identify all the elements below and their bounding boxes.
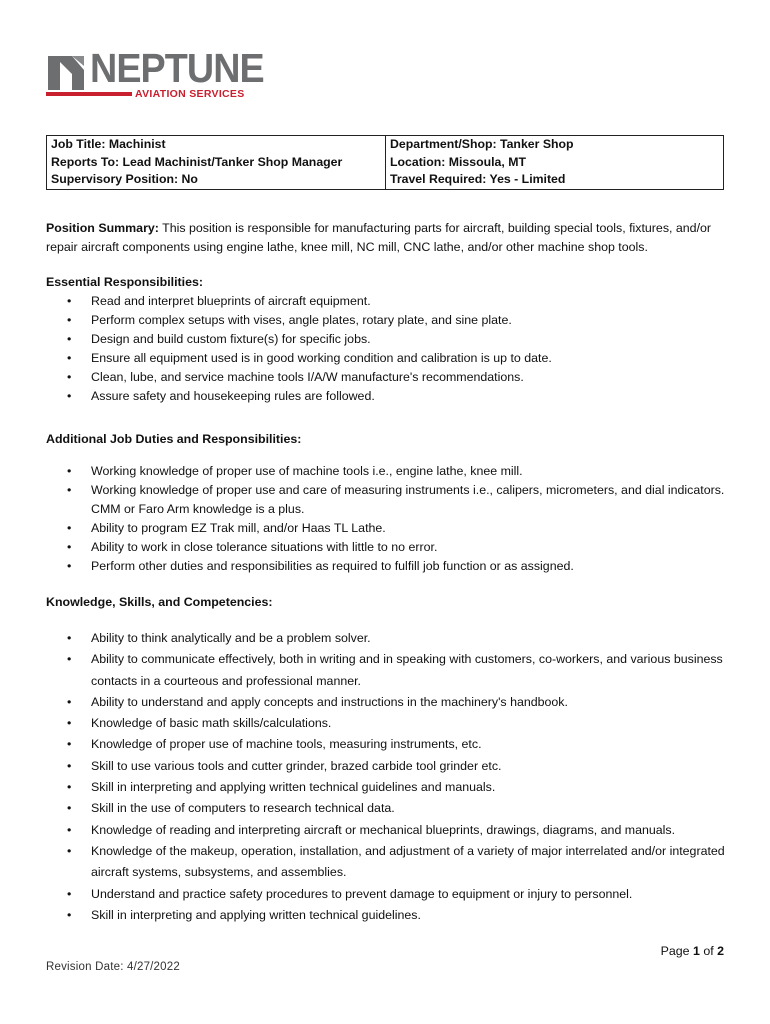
bullet-icon: • [67,351,72,365]
position-summary-text: This position is responsible for manufacturing parts for aircraft, building special tools, fixtures, and/or repair aircraft components using engine lathe, knee mill, NC mill, CNC lathe, and/or other machine shop tools. [46,221,712,254]
list-item [46,387,730,406]
list-item [46,649,730,692]
position-summary [46,219,730,257]
list-item-text: Knowledge of basic math skills/calculations. [91,716,332,731]
additional-list [46,462,730,576]
list-item-text: Knowledge of reading and interpreting aircraft or mechanical blueprints, drawings, diagrams, and manuals. [91,822,676,837]
neptune-logo [46,45,264,106]
list-item [46,538,730,557]
bullet-icon: • [67,907,72,922]
department-shop: Department/Shop: Tanker Shop [390,137,574,151]
essential-heading: Essential Responsibilities: [46,275,203,289]
job-info-table [46,135,724,190]
list-item [46,330,730,349]
list-item-text: Skill in interpreting and applying written technical guidelines. [91,907,421,922]
list-item [46,905,730,926]
list-item-text: Read and interpret blueprints of aircraft equipment. [91,294,371,308]
revision-date: Revision Date: 4/27/2022 [46,961,180,973]
list-item [46,519,730,538]
list-item-text: Perform complex setups with vises, angle plates, rotary plate, and sine plate. [91,313,512,327]
knowledge-list [46,628,730,926]
list-item [46,884,730,905]
list-item-text: Ability to understand and apply concepts and instructions in the machinery's handbook. [91,694,568,709]
supervisory-position: Supervisory Position: No [51,172,198,186]
job-info-left-cell [47,136,386,190]
bullet-icon: • [67,737,72,752]
list-item [46,841,730,884]
list-item-text: Clean, lube, and service machine tools I/A/W manufacture's recommendations. [91,370,524,384]
reports-to: Reports To: Lead Machinist/Tanker Shop Manager [51,154,343,169]
list-item [46,692,730,713]
bullet-icon: • [67,483,72,497]
list-item [46,368,730,387]
list-item-text: Skill in the use of computers to research technical data. [91,801,395,816]
bullet-icon: • [67,370,72,384]
list-item-text: Ability to program EZ Trak mill, and/or Haas TL Lathe. [91,521,386,535]
bullet-icon: • [67,540,72,554]
bullet-icon: • [67,521,72,535]
list-item-text: Working knowledge of proper use and care of measuring instruments i.e., calipers, micrometers, and dial indicators. CMM or Faro Arm knowledge is a plus. [91,483,725,516]
list-item-text: Understand and practice safety procedures to prevent damage to equipment or injury to personnel. [91,886,633,901]
list-item [46,311,730,330]
bullet-icon: • [67,332,72,346]
list-item-text: Ensure all equipment used is in good working condition and calibration is up to date. [91,351,552,365]
location: Location: Missoula, MT [390,154,526,169]
list-item-text: Assure safety and housekeeping rules are followed. [91,389,375,403]
list-item [46,713,730,734]
page-number [661,944,724,958]
bullet-icon: • [67,758,72,773]
page-current: 1 [692,944,700,958]
list-item-text: Working knowledge of proper use of machine tools i.e., engine lathe, knee mill. [91,464,523,478]
page-of: of [699,944,718,958]
bullet-icon: • [67,389,72,403]
bullet-icon: • [67,694,72,709]
list-item [46,628,730,649]
list-item [46,292,730,311]
bullet-icon: • [67,559,72,573]
list-item-text: Skill in interpreting and applying written technical guidelines and manuals. [91,780,496,795]
page-total: 2 [717,944,724,958]
list-item [46,798,730,819]
bullet-icon: • [67,843,72,858]
list-item-text: Perform other duties and responsibilities as required to fulfill job function or as assigned. [91,559,574,573]
bullet-icon: • [67,294,72,308]
bullet-icon: • [67,716,72,731]
bullet-icon: • [67,464,72,478]
logo-wordmark: NEPTUNE [90,45,264,91]
bullet-icon: • [67,313,72,327]
list-item-text: Skill to use various tools and cutter grinder, brazed carbide tool grinder etc. [91,758,502,773]
job-info-right-cell [386,136,724,190]
logo-mark-icon [46,50,86,90]
list-item [46,756,730,777]
position-summary-label: Position Summary: [46,221,159,235]
list-item [46,462,730,481]
list-item-text: Knowledge of the makeup, operation, installation, and adjustment of a variety of major interrelated and/or integrated aircraft systems, subsystems, and assemblies. [91,843,725,880]
bullet-icon: • [67,652,72,667]
list-item [46,349,730,368]
bullet-icon: • [67,801,72,816]
list-item [46,734,730,755]
bullet-icon: • [67,631,72,645]
logo-tagline: AVIATION SERVICES [135,88,245,100]
bullet-icon: • [67,886,72,901]
list-item-text: Ability to work in close tolerance situations with little to no error. [91,540,438,554]
list-item-text: Ability to think analytically and be a problem solver. [91,631,371,645]
job-title: Job Title: Machinist [51,137,166,151]
list-item-text: Knowledge of proper use of machine tools, measuring instruments, etc. [91,737,482,752]
additional-heading: Additional Job Duties and Responsibilities: [46,432,302,446]
list-item-text: Design and build custom fixture(s) for specific jobs. [91,332,371,346]
list-item-text: Ability to communicate effectively, both in writing and in speaking with customers, co-workers, and various business contacts in a courteous and professional manner. [91,652,723,688]
document-body [46,219,730,926]
page-prefix: Page [660,944,693,958]
list-item [46,481,730,519]
list-item [46,820,730,841]
travel-required: Travel Required: Yes - Limited [390,172,566,186]
logo-red-bar [46,92,132,96]
knowledge-heading: Knowledge, Skills, and Competencies: [46,595,273,609]
bullet-icon: • [67,780,72,795]
list-item [46,557,730,576]
list-item [46,777,730,798]
bullet-icon: • [67,822,72,837]
essential-list [46,292,730,406]
